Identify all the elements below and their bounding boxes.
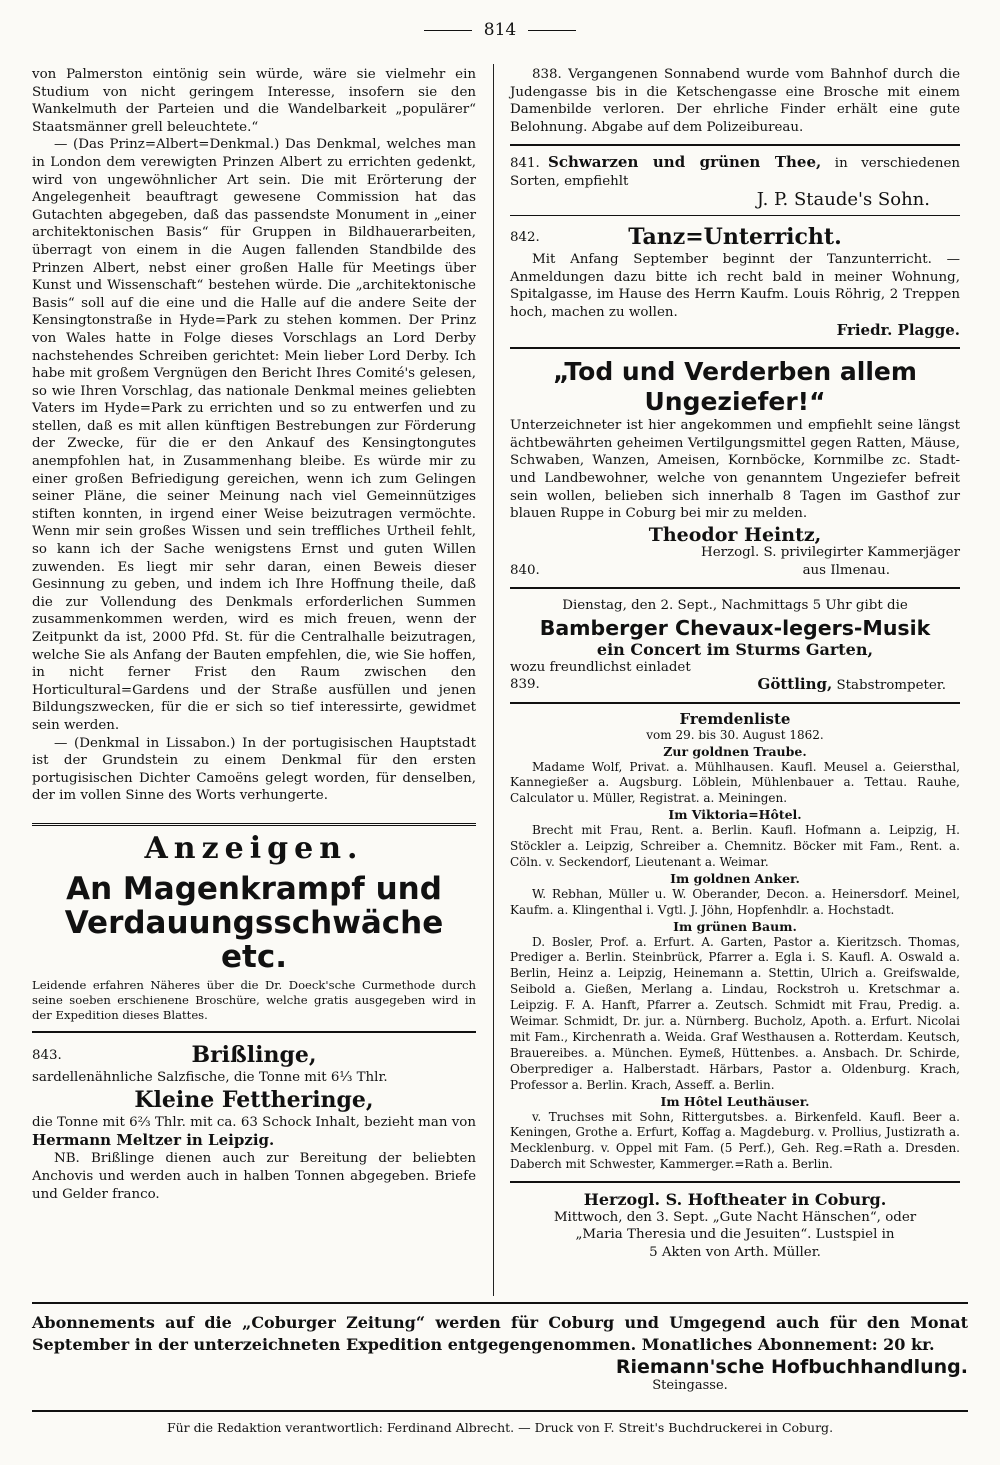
ad-divider — [510, 144, 960, 146]
stabstrompeter: Stabstrompeter. — [836, 678, 946, 694]
hotel-guests: W. Rebhan, Müller u. W. Oberander, Decon. a. Heinersdorf. Meinel, Kaufm. a. Klingenthal i. Vgtl. J. Jöhn, Hopfenhdlr. a. Hochstadt. — [510, 886, 960, 917]
magenkrampf-ad-text: Leidende erfahren Näheres über die Dr. Doeck'sche Curmethode durch seine soeben erschienene Broschüre, welche gratis ausgegeben wird in der Expedition dieses Blattes. — [32, 977, 476, 1022]
imprint-footer: Für die Redaktion verantwortlich: Ferdinand Albrecht. — Druck von F. Streit's Buchdruckerei in Coburg. — [32, 1410, 968, 1435]
right-column — [510, 66, 960, 1262]
theater-line-2: „Maria Theresia und die Jesuiten“. Lustspiel in — [575, 1227, 895, 1243]
hotel-heading: Im grünen Baum. — [673, 918, 797, 934]
prinz-albert-article: — (Das Prinz=Albert=Denkmal.) Das Denkmal, welches man in London dem verewigten Prinzen Albert zu errichten gedenkt, wird von ungewöhnlicher Art sein. Die mit Erörterung der Angelegenheit beauftragt gewesene Commission hat das Gutachten abgegeben, daß das passendste Monument in „einer architektonischen Basis“ für Gruppen in Bildhauerarbeiten, überragt von einem in die Augen fallenden Standbilde des Prinzen Albert, nebst einer großen Halle für Meetings über Kunst und Wissenschaft“ bestehen würde. Die „architektonische Basis“ soll auf die eine und die Halle auf die andere Seite der Kensingtonstraße in Hyde=Park zu stehen kommen. Der Prinz von Wales hatte in Folge dieses Vorschlags an Lord Derby nachstehendes Schreiben gerichtet: Mein lieber Lord Derby. Ich habe mit großem Vergnügen den Bericht Ihres Comité's gelesen, so wie Ihren Vorschlag, das nationale Denkmal meines geliebten Vaters im Hyde=Park zu errichten und so zu entwerfen und zu stellen, daß es mit allen künftigen Bestrebungen zur Förderung der Zwecke, für die er den Ankauf des Kensingtongutes anempfohlen hat, in Zusammenhang bleibe. Es würde mir zu einer großen Befriedigung gereichen, wenn ich zum Gelingen seiner Pläne, die seiner Meinung nach viel Gemeinnütziges stiften konnten, in irgend einer Weise beizutragen vermöchte. Wenn mir sein großes Wissen und sein treffliches Urtheil fehlt, so kann ich der Sache wenigstens Ernst und guten Willen zuwenden. Es liegt mir sehr daran, einen Beweis dieser Gesinnung zu geben, und indem ich Ihre Hoffnung theile, daß die zur Vollendung des Denkmals erforderlichen Summen zusammenkommen werden, wird es mich freuen, wenn der Zeitpunkt da ist, 2000 Pfd. St. für die Centralhalle beizutragen, welche Sie als Anfang der Bauten empfehlen, die, wie Sie hoffen, in nicht ferner Frist den Raum zwischen den Horticultural=Gardens und der Straße ausfüllen und jenen Bildungszwecken, für die er sich so tief interessirte, gewidmet sein werden. — [32, 137, 476, 733]
hotel-heading: Im goldnen Anker. — [670, 870, 800, 886]
fremdenliste-title: Fremdenliste — [679, 709, 791, 728]
concert-line: ein Concert im Sturms Garten, — [596, 640, 874, 660]
fremdenliste-date: vom 29. bis 30. August 1862. — [646, 727, 824, 742]
hotel-heading: Zur goldnen Traube. — [663, 743, 807, 759]
page-number: 814 — [0, 20, 1000, 40]
hotel-heading: Im Hôtel Leuthäuser. — [660, 1093, 810, 1109]
ad-number-843: 843. — [32, 1047, 62, 1063]
einladet-text: wozu freundlichst einladet — [510, 659, 691, 675]
magenkrampf-ad-title: An Magenkrampf und Verdauungsschwäche etc. — [64, 870, 444, 975]
heintz-footer — [510, 562, 960, 580]
plagge-signature: Friedr. Plagge. — [836, 320, 960, 339]
hotel-guests: v. Truchses mit Sohn, Rittergutsbes. a. Birkenfeld. Kaufl. Beer a. Keningen, Grothe a. Erfurt, Koffag a. Magdeburg. v. Prollius, Justizrath a. Mecklenburg. v. Oppel mit Fam. (5 Perf.), Geh. Reg.=Rath a. Dresden. Daberch mit Schwester, Kammerger.=Rath a. Berlin. — [510, 1109, 960, 1172]
bricklinge-ad — [32, 1041, 476, 1069]
hotel-heading: Im Viktoria=Hôtel. — [668, 807, 802, 823]
section-divider — [32, 1302, 968, 1304]
ad-divider — [510, 587, 960, 589]
steingasse: Steingasse. — [652, 1378, 728, 1393]
heintz-title: Herzogl. S. privilegirter Kammerjäger — [701, 545, 960, 561]
hotel-guests: Madame Wolf, Privat. a. Mühlhausen. Kaufl. Meusel a. Geiersthal, Kannegießer a. Augsburg. Löblein, Mühlenbauer a. Tettau. Rauhe, Calculator u. Müller, Registrat. a. Meiningen. — [510, 759, 960, 806]
thee-title: Schwarzen und grünen Thee, — [548, 153, 822, 172]
riemann-signature: Riemann'sche Hofbuchhandlung. — [615, 1356, 968, 1378]
heintz-origin: aus Ilmenau. — [802, 562, 890, 578]
ad-number-839: 839. — [510, 677, 540, 693]
bricklinge-text: sardellenähnliche Salzfische, die Tonne mit 6⅓ Thlr. — [32, 1069, 388, 1085]
staude-signature: J. P. Staude's Sohn. — [756, 188, 930, 210]
section-divider — [32, 823, 476, 826]
goettling-signature: Göttling, — [757, 675, 833, 694]
chevaux-title: Bamberger Chevaux-legers-Musik — [539, 616, 931, 641]
column-divider — [493, 64, 494, 1296]
abonnement-section — [32, 1302, 968, 1393]
thee-text: in verschiedenen Sorten, empfiehlt — [510, 156, 960, 189]
lissabon-article: — (Denkmal in Lissabon.) In der portugisischen Hauptstadt ist der Grundstein zu einem Denkmal für den ersten portugisischen Dichter Camoëns gelegt worden, für denselben, der im vollen Sinne des Worts verhungerte. — [32, 735, 476, 804]
abonnement-text: Abonnements auf die „Coburger Zeitung“ werden für Coburg und Umgegend auch für den Monat September in der unterzeichneten Expedition entgegengenommen. Monatliches Abonnement: 20 kr. — [32, 1313, 968, 1354]
nb-text: NB. Brißlinge dienen auch zur Bereitung der beliebten Anchovis und werden auch in halben Tonnen abgegeben. Briefe und Gelder franco. — [32, 1151, 476, 1202]
fettheringe-text: die Tonne mit 6⅔ Thlr. mit ca. 63 Schock Inhalt, bezieht man von — [32, 1115, 476, 1131]
goettling-line — [510, 676, 960, 694]
fettheringe-title: Kleine Fettheringe, — [134, 1087, 374, 1114]
hotel-guests: Brecht mit Frau, Rent. a. Berlin. Kaufl. Hofmann a. Leipzig, H. Stöckler a. Leipzig, Schreiber a. Chemnitz. Böcker mit Fam., Rent. a. Cöln. v. Seckendorf, Lieutenant a. Weimar. — [510, 823, 960, 869]
heintz-signature: Theodor Heintz, — [648, 523, 822, 546]
ad-divider — [510, 702, 960, 704]
tod-title: „Tod und Verderben allem Ungeziefer!“ — [553, 357, 917, 417]
bricklinge-title: Brißlinge, — [191, 1041, 317, 1068]
tanz-text: Mit Anfang September beginnt der Tanzunterricht. — Anmeldungen dazu bitte ich recht bald in meiner Wohnung, Spitalgasse, im Hause des Herrn Kaufm. Louis Röhrig, 2 Treppen hoch, machen zu wollen. — [510, 252, 960, 320]
fremdenliste — [510, 709, 960, 1173]
ad-number-841: 841. — [510, 156, 540, 172]
anzeigen-heading: Anzeigen. — [144, 830, 364, 866]
tod-text: Unterzeichneter ist hier angekommen und empfiehlt seine längst ächtbewährten geheimen Vertilgungsmittel gegen Ratten, Mäuse, Schwaben, Wanzen, Ameisen, Kornböcke, Kornmilbe zc. Stadt- und Landbewohner, welche von genanntem Ungeziefer befreit sein wollen, belieben sich innerhalb 8 Tagen im Gasthof zur blauen Ruppe in Coburg bei mir zu melden. — [510, 418, 960, 522]
ad-divider — [510, 1181, 960, 1183]
theater-line-3: 5 Akten von Arth. Müller. — [649, 1244, 821, 1260]
ad-divider — [510, 215, 960, 216]
palmerston-paragraph: von Palmerston eintönig sein würde, wäre sie vielmehr ein Studium von nicht geringem Interesse, insofern sie den Wankelmuth der Parteien und die Wandelbarkeit „populärer“ Staatsmänner grell beleuchtete.“ — [32, 67, 476, 135]
ad-number-840: 840. — [510, 562, 540, 578]
theater-line-1: Mittwoch, den 3. Sept. „Gute Nacht Hänschen“, oder — [553, 1209, 917, 1225]
ad-838: 838. Vergangenen Sonnabend wurde vom Bahnhof durch die Judengasse bis in die Ketschengasse eine Brosche mit einem Damenbilde verloren. Der ehrliche Finder erhält eine gute Belohnung. Abgabe auf dem Polizeibureau. — [510, 67, 960, 135]
ad-divider — [510, 347, 960, 349]
tanz-title: Tanz=Unterricht. — [628, 224, 842, 251]
hotel-guests: D. Bosler, Prof. a. Erfurt. A. Garten, Pastor a. Kieritzsch. Thomas, Prediger a. Berlin. Steinbrück, Pfarrer a. Egla i. S. Kaufl. A. Oswald a. Berlin, Heinz a. Leipzig, Heinemann a. Stettin, Ulrich a. Greifswalde, Seibold a. Gießen, Merlang a. Lindau, Rockstroh u. Kretschmar a. Leipzig. F. A. Hanft, Pfarrer a. Zeutsch. Schmidt mit Frau, Predig. a. Weimar. Schmidt, Dr. jur. a. Nürnberg. Bucholz, Apoth. a. Erfurt. Nicolai mit Fam., Kirchenrath a. Weida. Graf Westhausen a. Rotterdam. Keutsch, Brauereibes. a. München. Eymeß, Hüttenbes. a. Ansbach. Dr. Schirde, Oberprediger a. Halberstadt. Härbars, Pastor a. Oldenburg. Krach, Professor a. Berlin. Krach, Asseff. a. Berlin. — [510, 934, 960, 1092]
meltzer-name: Hermann Meltzer in Leipzig. — [32, 1130, 275, 1149]
left-column — [32, 66, 476, 1203]
theater-title: Herzogl. S. Hoftheater in Coburg. — [583, 1190, 887, 1210]
ad-divider — [32, 1031, 476, 1033]
dienstag-text: Dienstag, den 2. Sept., Nachmittags 5 Uhr gibt die — [562, 598, 908, 614]
ad-number-842: 842. — [510, 230, 540, 246]
tanz-ad — [510, 223, 960, 251]
